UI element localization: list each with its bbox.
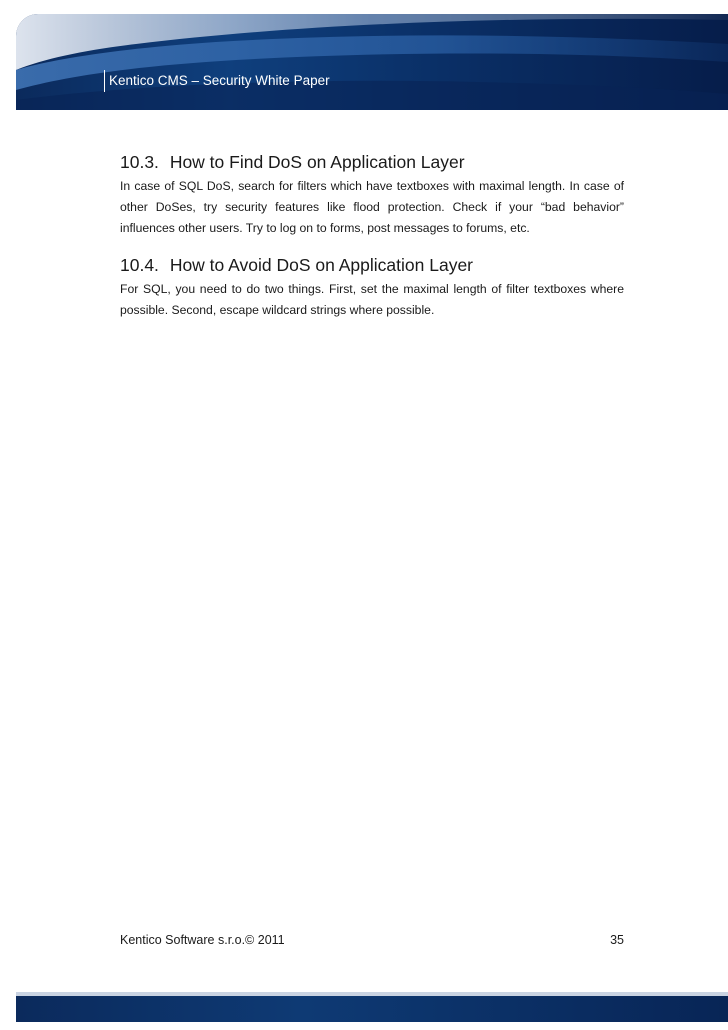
section-paragraph: In case of SQL DoS, search for filters which have textboxes with maximal length. In case of other DoSes, try security features like flood protection. Check if your “bad behavior” influences other users. Try to log on to forms, post messages to forums, etc. (120, 179, 624, 235)
header-banner (16, 14, 728, 110)
section-paragraph: For SQL, you need to do two things. First, set the maximal length of filter textboxes where possible. Second, escape wildcard strings where possible. (120, 282, 624, 317)
section-number: 10.3. (120, 152, 159, 172)
page-number: 35 (610, 933, 624, 947)
footer-copyright: Kentico Software s.r.o.© 2011 (120, 933, 285, 947)
section-10-3 (120, 150, 624, 239)
document-header-title: Kentico CMS – Security White Paper (104, 70, 330, 92)
header-wave-decoration (16, 14, 728, 110)
footer-bar (16, 996, 728, 1022)
section-heading (120, 150, 624, 174)
section-number: 10.4. (120, 255, 159, 275)
section-heading (120, 253, 624, 277)
section-10-4 (120, 253, 624, 321)
document-body (120, 150, 624, 321)
section-title: How to Avoid DoS on Application Layer (169, 255, 474, 275)
section-title: How to Find DoS on Application Layer (169, 152, 465, 172)
